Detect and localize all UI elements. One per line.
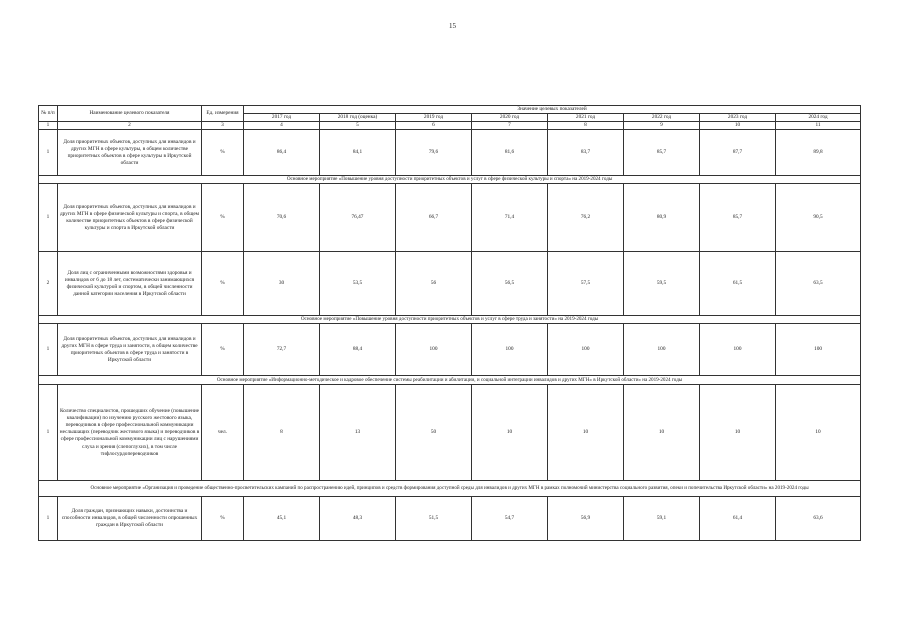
indicator-value: 10	[700, 385, 776, 481]
indicator-value: 56,9	[548, 497, 624, 541]
page-number: 15	[449, 22, 456, 30]
indicator-name: Доля лиц с ограниченными возможностями здоровья и инвалидов от 6 до 18 лет, систематически занимающихся физической культурой и спортом, в общей численности данной категории населения в Иркутской области	[58, 252, 202, 316]
indicator-value: 61,4	[700, 497, 776, 541]
column-number: 9	[624, 122, 700, 130]
indicator-value: 63,5	[776, 252, 861, 316]
indicator-value: 10	[776, 385, 861, 481]
indicator-value: 87,7	[700, 130, 776, 176]
indicator-value: 53,5	[320, 252, 396, 316]
indicator-value: 57,5	[548, 252, 624, 316]
indicator-value: 79,6	[396, 130, 472, 176]
indicator-value: 10	[472, 385, 548, 481]
indicator-unit: %	[202, 184, 244, 252]
indicator-value: 56,5	[472, 252, 548, 316]
section-title: Основное мероприятие «Организация и проведение общественно-просветительских кампаний по распространению идей, принципов и средств формирования доступной среды для инвалидов и других МГН в рамках полномочий министерства социального развития, опеки и попечительства Иркутской области» на 2019-2024 годы	[39, 481, 861, 497]
table-row	[39, 497, 861, 541]
header-name: Наименование целевого показателя	[58, 106, 202, 122]
indicator-value: 13	[320, 385, 396, 481]
table-row	[39, 130, 861, 176]
indicator-value: 85,7	[624, 130, 700, 176]
table-row	[39, 184, 861, 252]
indicator-value: 80,9	[624, 184, 700, 252]
indicator-unit: %	[202, 130, 244, 176]
column-number: 10	[700, 122, 776, 130]
column-number: 1	[39, 122, 58, 130]
column-number: 4	[244, 122, 320, 130]
table-row	[39, 385, 861, 481]
header-unit: Ед. измерения	[202, 106, 244, 122]
indicator-value: 30	[244, 252, 320, 316]
indicator-value: 54,7	[472, 497, 548, 541]
indicator-value: 48,3	[320, 497, 396, 541]
indicator-value: 66,7	[396, 184, 472, 252]
header-year: 2020 год	[472, 114, 548, 122]
header-year: 2018 год (оценка)	[320, 114, 396, 122]
indicator-value: 76,47	[320, 184, 396, 252]
column-numbers-row	[39, 122, 861, 130]
indicator-value: 10	[548, 385, 624, 481]
indicator-name: Доля приоритетных объектов, доступных для инвалидов и других МГН в сфере культуры, в общем количестве приоритетных объектов в сфере культуры в Иркутской области	[58, 130, 202, 176]
section-title: Основное мероприятие «Повышение уровня доступности приоритетных объектов и услуг в сфере физической культуры и спорта» на 2019-2024 годы	[39, 176, 861, 184]
indicator-value: 89,8	[776, 130, 861, 176]
header-year: 2024 год	[776, 114, 861, 122]
indicator-unit: %	[202, 252, 244, 316]
indicator-value: 100	[776, 324, 861, 376]
header-values: Значение целевых показателей	[244, 106, 861, 114]
indicator-value: 70,6	[244, 184, 320, 252]
indicator-value: 50	[396, 385, 472, 481]
header-year: 2019 год	[396, 114, 472, 122]
row-number: 1	[39, 184, 58, 252]
column-number: 11	[776, 122, 861, 130]
header-year: 2017 год	[244, 114, 320, 122]
header-row	[39, 106, 861, 114]
indicator-name: Доля приоритетных объектов, доступных для инвалидов и других МГН в сфере физической культуры и спорта, в общем количестве приоритетных объектов в сфере физической культуры и спорта в Иркутской области	[58, 184, 202, 252]
indicator-value: 71,4	[472, 184, 548, 252]
table-row	[39, 324, 861, 376]
row-number: 1	[39, 130, 58, 176]
row-number: 1	[39, 497, 58, 541]
indicator-value: 85,7	[700, 184, 776, 252]
section-title: Основное мероприятие «Повышение уровня доступности приоритетных объектов и услуг в сфере труда и занятости» на 2019-2024 годы	[39, 316, 861, 324]
header-year: 2022 год	[624, 114, 700, 122]
indicator-name: Доля граждан, признающих навыки, достоинства и способности инвалидов, в общей численности опрошенных граждан в Иркутской области	[58, 497, 202, 541]
indicator-value: 63,6	[776, 497, 861, 541]
section-row	[39, 481, 861, 497]
indicator-name: Количество специалистов, прошедших обучение (повышение квалификации) по изучению русского жестового языка, переводчиков в сфере профессиональной коммуникации неслышащих (переводчик жестового языка) и переводчиков в сфере профессиональной коммуникации лиц с нарушениями слуха и зрения (слепоглухих), в том числе тифлосурдопереводчиков	[58, 385, 202, 481]
column-number: 8	[548, 122, 624, 130]
column-number: 2	[58, 122, 202, 130]
indicator-value: 100	[396, 324, 472, 376]
section-title: Основное мероприятие «Информационно-методическое и кадровое обеспечение системы реабилитации и абилитации, и социальной интеграции инвалидов и других МГН» в Иркутской области» на 2019-2024 годы	[39, 376, 861, 385]
indicator-value: 51,5	[396, 497, 472, 541]
indicator-value: 81,6	[472, 130, 548, 176]
indicator-value: 100	[624, 324, 700, 376]
indicator-value: 86,4	[244, 130, 320, 176]
indicator-unit: %	[202, 497, 244, 541]
column-number: 6	[396, 122, 472, 130]
indicator-value: 83,7	[548, 130, 624, 176]
indicator-value: 100	[548, 324, 624, 376]
indicator-value: 100	[472, 324, 548, 376]
indicator-value: 100	[700, 324, 776, 376]
indicator-value: 59,5	[624, 252, 700, 316]
indicator-value: 59,1	[624, 497, 700, 541]
indicator-value: 10	[624, 385, 700, 481]
indicator-value: 45,1	[244, 497, 320, 541]
indicator-unit: чел.	[202, 385, 244, 481]
indicator-value: 90,5	[776, 184, 861, 252]
indicator-value: 8	[244, 385, 320, 481]
column-number: 3	[202, 122, 244, 130]
section-row	[39, 176, 861, 184]
row-number: 2	[39, 252, 58, 316]
indicator-name: Доля приоритетных объектов, доступных для инвалидов и других МГН в сфере труда и занятости, в общем количестве приоритетных объектов в сфере труда и занятости в Иркутской области	[58, 324, 202, 376]
row-number: 1	[39, 324, 58, 376]
indicator-value: 56	[396, 252, 472, 316]
column-number: 5	[320, 122, 396, 130]
header-year: 2021 год	[548, 114, 624, 122]
indicator-value: 61,5	[700, 252, 776, 316]
target-indicators-table	[38, 105, 861, 541]
header-no: № п/п	[39, 106, 58, 122]
column-number: 7	[472, 122, 548, 130]
section-row	[39, 376, 861, 385]
indicator-value: 72,7	[244, 324, 320, 376]
section-row	[39, 316, 861, 324]
indicator-value: 76,2	[548, 184, 624, 252]
indicator-unit: %	[202, 324, 244, 376]
indicator-value: 88,4	[320, 324, 396, 376]
header-year: 2023 год	[700, 114, 776, 122]
table-row	[39, 252, 861, 316]
row-number: 1	[39, 385, 58, 481]
indicator-value: 84,1	[320, 130, 396, 176]
